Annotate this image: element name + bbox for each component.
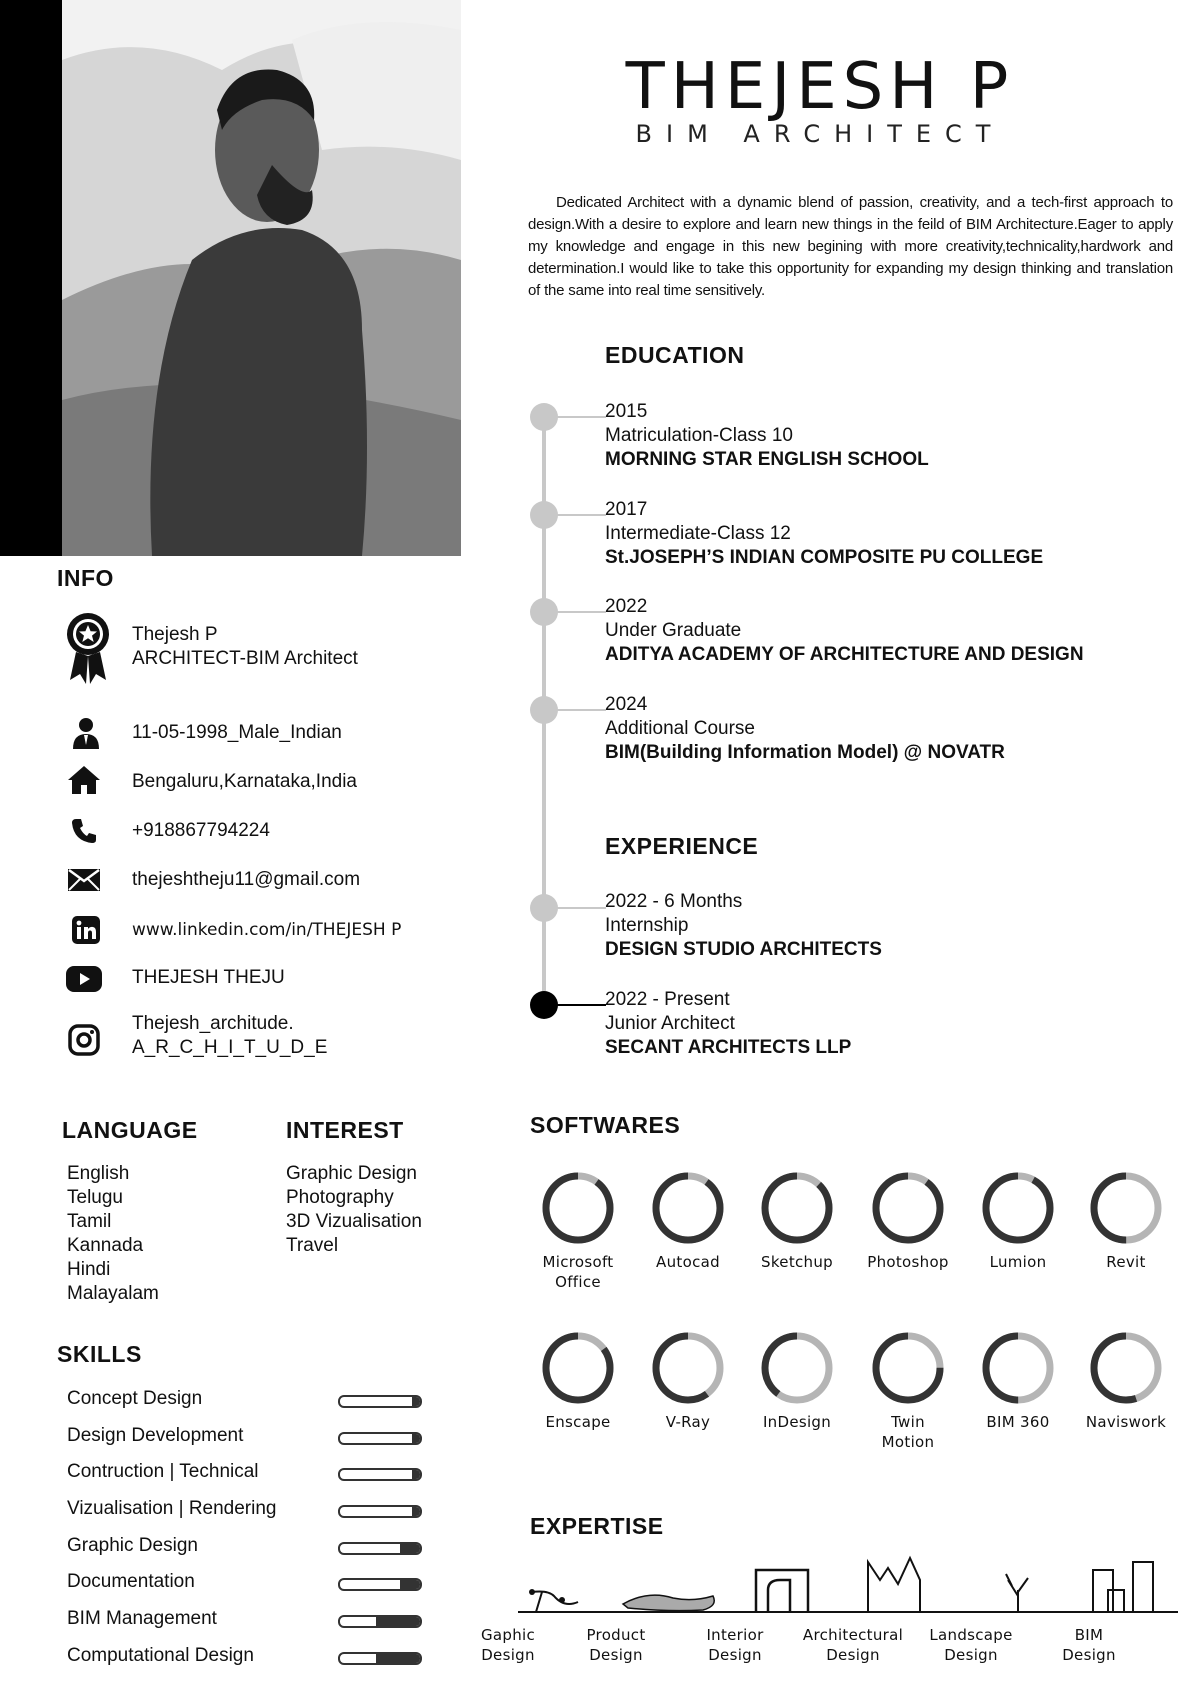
- expertise-item: [453, 1625, 563, 1665]
- skill-level-bar: [338, 1615, 422, 1628]
- ring-fill: [876, 1176, 940, 1240]
- ring-fill: [656, 1176, 720, 1240]
- software-proficiency-ring: [650, 1170, 726, 1246]
- interest-heading: INTEREST: [286, 1117, 404, 1143]
- info-dob: 11-05-1998_Male_Indian: [132, 722, 342, 743]
- graphic-design-icon: [532, 1592, 578, 1613]
- software-label: [848, 1412, 968, 1452]
- software-label: [958, 1252, 1078, 1272]
- language-item: Telugu: [67, 1187, 123, 1208]
- software-label: [1066, 1252, 1186, 1272]
- timeline-node: [530, 501, 558, 529]
- software-name: Naviswork: [1085, 1413, 1167, 1431]
- software-item: [737, 1170, 857, 1272]
- expertise-item: [1034, 1625, 1144, 1665]
- ring-fill: [546, 1176, 610, 1240]
- software-proficiency-ring: [759, 1170, 835, 1246]
- expertise-heading: EXPERTISE: [530, 1513, 664, 1539]
- software-name: Microsoft: [542, 1253, 614, 1271]
- software-proficiency-ring: [870, 1330, 946, 1406]
- expertise-label-line2: Design: [1062, 1646, 1116, 1664]
- info-youtube: THEJESH THEJU: [132, 967, 285, 988]
- software-proficiency-ring: [1088, 1330, 1164, 1406]
- linkedin-icon: [68, 912, 104, 948]
- experience-company: DESIGN STUDIO ARCHITECTS: [605, 939, 882, 960]
- education-year: 2015: [605, 401, 648, 422]
- language-heading: LANGUAGE: [62, 1117, 198, 1143]
- phone-icon: [66, 813, 102, 849]
- skill-level-fill: [412, 1470, 420, 1479]
- expertise-item: [916, 1625, 1026, 1665]
- experience-period: 2022 - Present: [605, 989, 730, 1010]
- youtube-icon: [66, 961, 102, 997]
- expertise-label-line2: Design: [708, 1646, 762, 1664]
- skill-label: Contruction | Technical: [67, 1461, 259, 1482]
- timeline-tick: [556, 416, 606, 418]
- software-item: [958, 1170, 1078, 1272]
- skill-level-bar: [338, 1468, 422, 1481]
- expertise-label-line2: Design: [944, 1646, 998, 1664]
- expertise-label: BIM: [1074, 1626, 1104, 1644]
- language-item: Malayalam: [67, 1283, 159, 1304]
- mail-icon: [66, 862, 102, 898]
- info-title: ARCHITECT-BIM Architect: [132, 648, 358, 669]
- software-item: [1066, 1330, 1186, 1432]
- info-heading: INFO: [57, 565, 114, 591]
- interest-item: Photography: [286, 1187, 394, 1208]
- softwares-heading: SOFTWARES: [530, 1112, 681, 1138]
- skill-level-fill: [412, 1434, 420, 1443]
- instagram-icon: [66, 1022, 102, 1058]
- expertise-label-line2: Design: [589, 1646, 643, 1664]
- experience-role: Internship: [605, 915, 689, 936]
- info-name-block: [132, 623, 358, 671]
- software-name: BIM 360: [986, 1413, 1050, 1431]
- interest-item: Graphic Design: [286, 1163, 417, 1184]
- ring-fill: [986, 1176, 1050, 1240]
- timeline-node: [530, 894, 558, 922]
- software-proficiency-ring: [980, 1170, 1056, 1246]
- experience-entry: [605, 890, 882, 962]
- software-label: [848, 1252, 968, 1272]
- expertise-label: Gaphic: [480, 1626, 536, 1644]
- skill-level-bar: [338, 1578, 422, 1591]
- software-proficiency-ring: [870, 1170, 946, 1246]
- experience-company: SECANT ARCHITECTS LLP: [605, 1037, 852, 1058]
- education-heading: EDUCATION: [605, 342, 745, 368]
- language-item: English: [67, 1163, 130, 1184]
- expertise-label: Product: [586, 1626, 646, 1644]
- skill-label: Design Development: [67, 1425, 244, 1446]
- landscape-design-icon: [1006, 1574, 1028, 1612]
- software-name: Autocad: [656, 1253, 720, 1271]
- software-name: Photoshop: [867, 1253, 949, 1271]
- timeline-node-current: [530, 991, 558, 1019]
- software-label: [518, 1412, 638, 1432]
- software-proficiency-ring: [540, 1330, 616, 1406]
- timeline-tick: [556, 514, 606, 516]
- software-label: [958, 1412, 1078, 1432]
- info-instagram-tagline: A_R_C_H_I_T_U_D_E: [132, 1037, 328, 1058]
- software-item: [518, 1170, 638, 1292]
- software-item: [848, 1170, 968, 1272]
- experience-role: Junior Architect: [605, 1013, 735, 1034]
- info-instagram: [132, 1012, 327, 1060]
- interest-list: [286, 1162, 422, 1258]
- software-name: Lumion: [989, 1253, 1047, 1271]
- language-list: [67, 1162, 159, 1306]
- software-name: V-Ray: [665, 1413, 711, 1431]
- expertise-label-line2: Design: [481, 1646, 535, 1664]
- skill-level-bar: [338, 1505, 422, 1518]
- education-year: 2024: [605, 694, 648, 715]
- profile-photo: [62, 0, 461, 556]
- expertise-item: [680, 1625, 790, 1665]
- skill-level-fill: [412, 1397, 420, 1406]
- software-name: Revit: [1106, 1253, 1146, 1271]
- education-entry: [605, 498, 1043, 570]
- skill-level-fill: [376, 1654, 420, 1663]
- resume-name: THEJESH P: [625, 50, 1015, 124]
- software-proficiency-ring: [980, 1330, 1056, 1406]
- language-item: Tamil: [67, 1211, 112, 1232]
- education-course: Matriculation-Class 10: [605, 425, 793, 446]
- software-proficiency-ring: [759, 1330, 835, 1406]
- software-label: [628, 1412, 748, 1432]
- info-name: Thejesh P: [132, 624, 218, 645]
- skill-label: Computational Design: [67, 1645, 254, 1666]
- software-label: [628, 1252, 748, 1272]
- expertise-label: Landscape: [929, 1626, 1013, 1644]
- expertise-label-line2: Design: [826, 1646, 880, 1664]
- education-school: St.JOSEPH’S INDIAN COMPOSITE PU COLLEGE: [605, 547, 1044, 568]
- info-instagram-handle: Thejesh_architude.: [132, 1013, 294, 1034]
- interior-design-icon: [756, 1570, 808, 1612]
- skill-level-bar: [338, 1395, 422, 1408]
- timeline-node: [530, 696, 558, 724]
- experience-entry: [605, 988, 851, 1060]
- software-proficiency-ring: [650, 1330, 726, 1406]
- product-design-icon: [623, 1595, 714, 1611]
- skill-label: Concept Design: [67, 1388, 203, 1409]
- timeline-tick: [556, 1004, 606, 1006]
- timeline-node: [530, 598, 558, 626]
- language-item: Hindi: [67, 1259, 111, 1280]
- skill-label: BIM Management: [67, 1608, 217, 1629]
- software-label: [737, 1252, 857, 1272]
- software-item: [628, 1170, 748, 1272]
- software-name-line2: Office: [555, 1273, 601, 1291]
- skill-level-bar: [338, 1542, 422, 1555]
- timeline-node: [530, 403, 558, 431]
- education-year: 2022: [605, 596, 648, 617]
- award-ribbon-icon: [66, 612, 110, 686]
- interest-item: Travel: [286, 1235, 339, 1256]
- software-item: [518, 1330, 638, 1432]
- info-phone: +918867794224: [132, 820, 270, 841]
- home-icon: [66, 762, 102, 798]
- timeline-tick: [556, 611, 606, 613]
- language-item: Kannada: [67, 1235, 144, 1256]
- summary-paragraph: Dedicated Architect with a dynamic blend of passion, creativity, and a tech-first approach to design.With a desire to explore and learn new things in the feild of BIM Architecture.Eager to apply my knowledge and engage in this new begining with more creativity,technicality,hardwork and determination.I would like to take this opportunity for expanding my design thinking and translation of the same into real time sensitively.: [528, 194, 1173, 299]
- expertise-skyline: [518, 1550, 1178, 1625]
- education-entry: [605, 693, 1005, 765]
- experience-period: 2022 - 6 Months: [605, 891, 743, 912]
- education-entry: [605, 595, 1084, 667]
- skill-level-fill: [376, 1617, 420, 1626]
- resume-role: BIM ARCHITECT: [635, 120, 1005, 148]
- software-item: [737, 1330, 857, 1432]
- software-item: [1066, 1170, 1186, 1272]
- education-school: ADITYA ACADEMY OF ARCHITECTURE AND DESIGN: [605, 644, 1084, 665]
- software-label: [1066, 1412, 1186, 1432]
- education-school: BIM(Building Information Model) @ NOVATR: [605, 742, 1005, 763]
- ring-fill: [765, 1176, 829, 1240]
- education-entry: [605, 400, 929, 472]
- architectural-design-icon: [868, 1558, 920, 1612]
- bim-design-icon: [1093, 1562, 1153, 1612]
- info-linkedin: www.linkedin.com/in/THEJESH P: [132, 920, 402, 940]
- education-year: 2017: [605, 499, 648, 520]
- skill-level-fill: [412, 1507, 420, 1516]
- software-item: [848, 1330, 968, 1452]
- timeline-tick: [556, 709, 606, 711]
- education-course: Intermediate-Class 12: [605, 523, 791, 544]
- skill-level-fill: [400, 1544, 420, 1553]
- left-black-bar: [0, 0, 62, 556]
- software-name-line2: Motion: [881, 1433, 935, 1451]
- software-name: Sketchup: [761, 1253, 833, 1271]
- education-course: Under Graduate: [605, 620, 742, 641]
- person-icon: [68, 715, 104, 751]
- education-school: MORNING STAR ENGLISH SCHOOL: [605, 449, 929, 470]
- interest-item: 3D Vizualisation: [286, 1211, 422, 1232]
- expertise-label: Interior: [706, 1626, 764, 1644]
- experience-heading: EXPERIENCE: [605, 833, 759, 859]
- profile-photo-illustration: [62, 0, 461, 556]
- education-course: Additional Course: [605, 718, 755, 739]
- software-name: Enscape: [545, 1413, 611, 1431]
- skill-level-fill: [400, 1580, 420, 1589]
- expertise-item: [798, 1625, 908, 1665]
- timeline-tick: [556, 907, 606, 909]
- expertise-label: Architectural: [802, 1626, 904, 1644]
- skill-label: Vizualisation | Rendering: [67, 1498, 277, 1519]
- software-label: [737, 1412, 857, 1432]
- info-email: thejeshtheju11@gmail.com: [132, 869, 361, 890]
- software-item: [628, 1330, 748, 1432]
- software-item: [958, 1330, 1078, 1432]
- software-label: [518, 1252, 638, 1292]
- skill-label: Graphic Design: [67, 1535, 198, 1556]
- expertise-item: [561, 1625, 671, 1665]
- skill-level-bar: [338, 1652, 422, 1665]
- skills-heading: SKILLS: [57, 1341, 142, 1367]
- skill-level-bar: [338, 1432, 422, 1445]
- software-name: InDesign: [762, 1413, 832, 1431]
- info-location: Bengaluru,Karnataka,India: [132, 771, 357, 792]
- software-proficiency-ring: [1088, 1170, 1164, 1246]
- software-proficiency-ring: [540, 1170, 616, 1246]
- skill-label: Documentation: [67, 1571, 195, 1592]
- software-name: Twin: [891, 1413, 925, 1431]
